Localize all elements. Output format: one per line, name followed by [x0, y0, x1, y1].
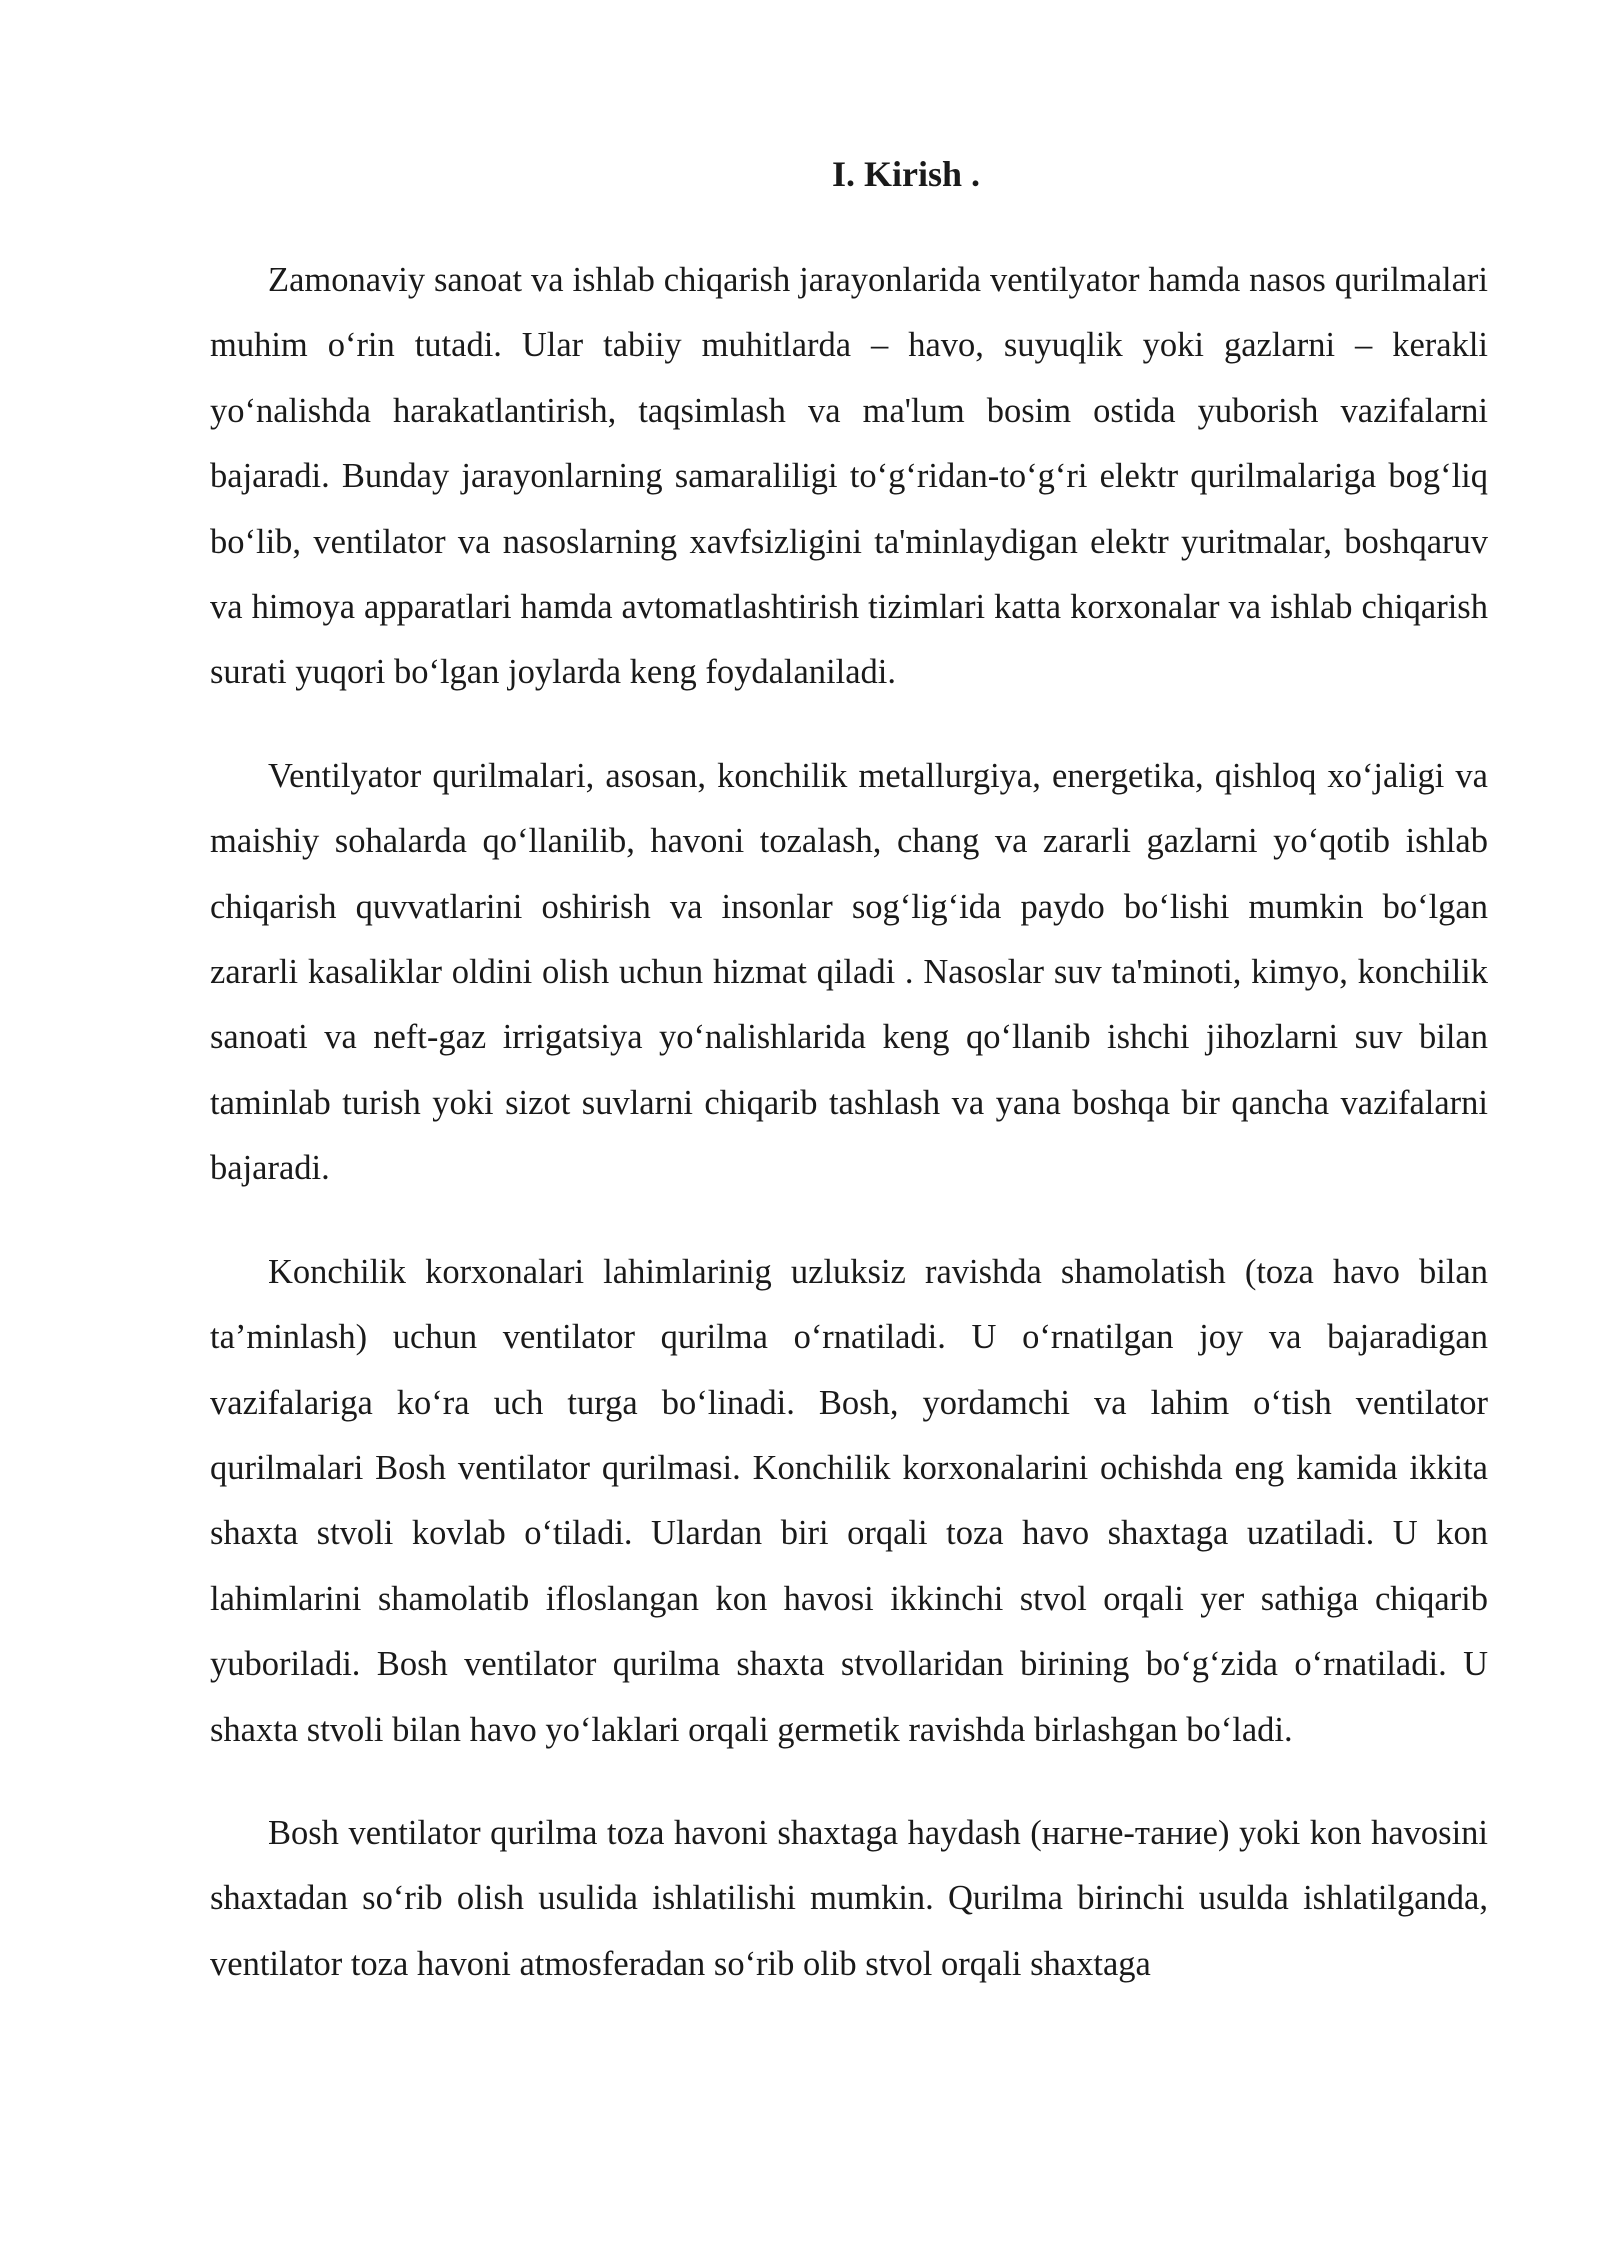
document-body	[210, 248, 1488, 2035]
paragraph-1: Zamonaviy sanoat va ishlab chiqarish jarayonlarida ventilyator hamda nasos qurilmalari muhim o‘rin tutadi. Ular tabiiy muhitlarda – havo, suyuqlik yoki gazlarni – kerakli yo‘nalishda harakatlantirish, taqsimlash va ma'lum bosim ostida yuborish vazifalarni bajaradi. Bunday jarayonlarning samaraliligi to‘g‘ridan-to‘g‘ri elektr qurilmalariga bog‘liq bo‘lib, ventilator va nasoslarning xavfsizligini ta'minlaydigan elektr yuritmalar, boshqaruv va himoya apparatlari hamda avtomatlashtirish tizimlari katta korxonalar va ishlab chiqarish surati yuqori bo‘lgan joylarda keng foydalaniladi.	[210, 261, 1488, 692]
section-heading: I. Kirish .	[831, 154, 981, 194]
paragraph-2: Ventilyator qurilmalari, asosan, konchilik metallurgiya, energetika, qishloq xo‘jaligi va maishiy sohalarda qo‘llanilib, havoni tozalash, chang va zararli gazlarni yo‘qotib ishlab chiqarish quvvatlarini oshirish va insonlar sog‘lig‘ida paydo bo‘lishi mumkin bo‘lgan zararli kasaliklar oldini olish uchun hizmat qiladi . Nasoslar suv ta'minoti, kimyo, konchilik sanoati va neft-gaz irrigatsiya yo‘nalishlarida keng qo‘llanib ishchi jihozlarni suv bilan taminlab turish yoki sizot suvlarni chiqarib tashlash va yana boshqa bir qancha vazifalarni bajaradi.	[210, 756, 1488, 1188]
paragraph-4: Bosh ventilator qurilma toza havoni shaxtaga haydash (нагне-тание) yoki kon havosini shaxtadan so‘rib olish usulida ishlatilishi mumkin. Qurilma birinchi usulda ishlatilganda, ventilator toza havoni atmosferadan so‘rib olib stvol orqali shaxtaga	[210, 1813, 1488, 1983]
paragraph-3: Konchilik korxonalari lahimlarinig uzluksiz ravishda shamolatish (toza havo bilan ta’minlash) uchun ventilator qurilma o‘rnatiladi. U o‘rnatilgan joy va bajaradigan vazifalariga ko‘ra uch turga bo‘linadi. Bosh, yordamchi va lahim o‘tish ventilator qurilmalari Bosh ventilator qurilmasi. Konchilik korxonalarini ochishda eng kamida ikkita shaxta stvoli kovlab o‘tiladi. Ulardan biri orqali toza havo shaxtaga uzatiladi. U kon lahimlarini shamolatib ifloslangan kon havosi ikkinchi stvol orqali yer sathiga chiqarib yuboriladi. Bosh ventilator qurilma shaxta stvollaridan birining bo‘g‘zida o‘rnatiladi. U shaxta stvoli bilan havo yo‘laklari orqali germetik ravishda birlashgan bo‘ladi.	[210, 1252, 1488, 1749]
